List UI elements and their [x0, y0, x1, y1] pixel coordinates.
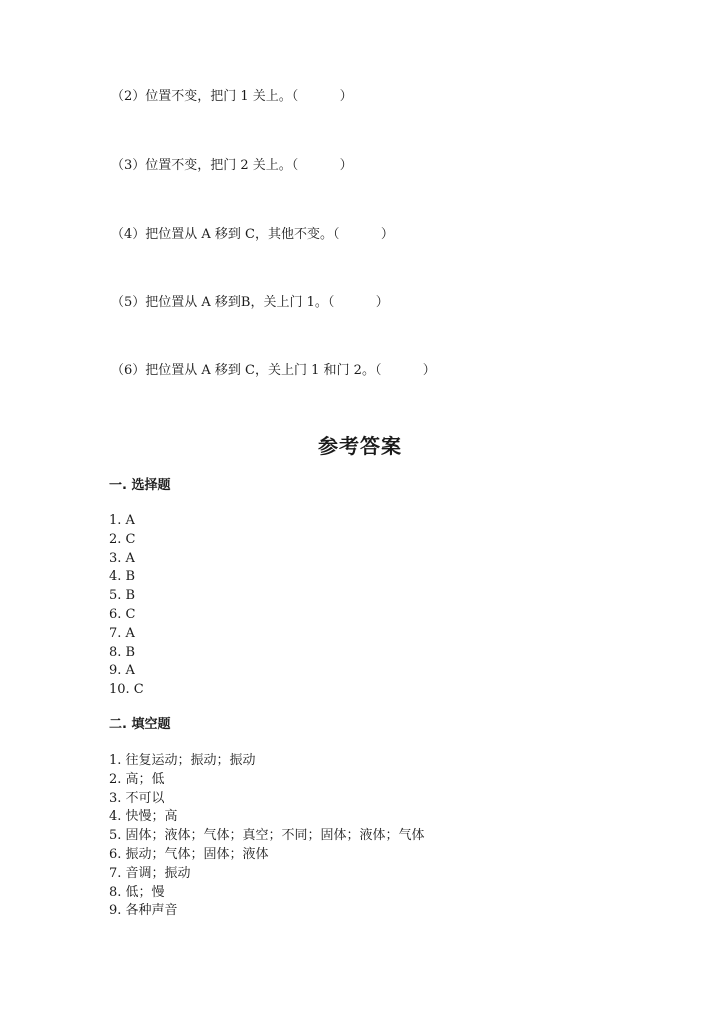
list-item: 7. A — [109, 625, 135, 641]
answer-key-title: 参考答案 — [318, 434, 402, 458]
list-item: 5. 固体；液体；气体；真空；不同；固体；液体；气体 — [109, 828, 425, 844]
list-item: 1. A — [109, 513, 135, 528]
list-item: 5. B — [109, 588, 136, 604]
list-item: 9. A — [109, 663, 135, 679]
list-item: 6. C — [109, 606, 136, 622]
list-item: 6. 振动；气体；固体；液体 — [109, 846, 269, 862]
question-6: （6）把位置从 A 移到 C，关上门 1 和门 2。（ ） — [111, 363, 436, 378]
list-item: 8. B — [109, 644, 136, 660]
choice-answer-list — [109, 512, 144, 700]
fill-blank-answer-list — [109, 752, 425, 921]
list-item: 2. C — [109, 531, 136, 547]
list-item: 10. C — [109, 682, 144, 698]
list-item: 4. B — [109, 569, 136, 585]
list-item: 9. 各种声音 — [109, 903, 178, 919]
list-item: 3. 不可以 — [109, 790, 165, 806]
question-2: （2）位置不变，把门 1 关上。（ ） — [111, 89, 353, 104]
list-item: 4. 快慢；高 — [109, 809, 178, 825]
list-item: 1. 往复运动；振动；振动 — [109, 753, 256, 768]
question-3: （3）位置不变，把门 2 关上。（ ） — [111, 158, 353, 173]
section-heading-fill-blank: 二. 填空题 — [109, 717, 171, 732]
list-item: 8. 低；慢 — [109, 884, 165, 900]
list-item: 3. A — [109, 550, 135, 566]
question-4: （4）把位置从 A 移到 C，其他不变。（ ） — [111, 227, 394, 242]
question-5: （5）把位置从 A 移到B，关上门 1。（ ） — [111, 295, 389, 310]
list-item: 7. 音调；振动 — [109, 865, 191, 881]
list-item: 2. 高；低 — [109, 771, 165, 787]
section-heading-choice: 一. 选择题 — [109, 478, 171, 493]
